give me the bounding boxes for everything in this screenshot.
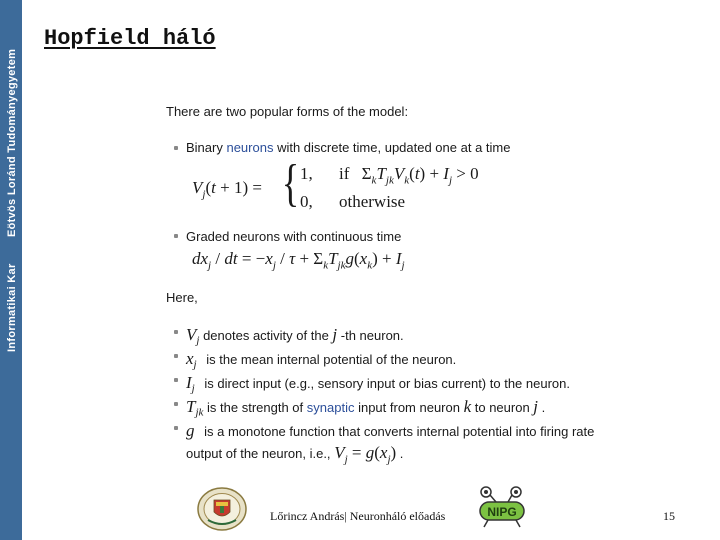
- bullet: [174, 402, 178, 406]
- def-symbol: T: [186, 397, 196, 416]
- def-continuation: output of the neuron, i.e., $V_j = g(x_j)$ .: [186, 443, 404, 466]
- def-symbol: V: [186, 325, 197, 344]
- bullet: [174, 146, 178, 150]
- def-text: to neuron: [471, 400, 534, 415]
- def-text: is the mean internal potential of the neuron.: [202, 352, 457, 367]
- def-text: input from neuron: [354, 400, 464, 415]
- def-text: is direct input (e.g., sensory input or bias current) to the neuron.: [200, 376, 570, 391]
- nipg-logo: [468, 480, 528, 535]
- case-brace: {: [281, 155, 300, 212]
- def-symbol: g: [186, 421, 195, 440]
- form1-lhs-symbol: V: [192, 178, 203, 197]
- svg-text:NIPG: NIPG: [487, 505, 517, 519]
- def-item: [186, 421, 594, 441]
- form1-lhs: $V_j(t + 1)$ =: [192, 178, 262, 201]
- bullet: [174, 234, 178, 238]
- def-text: denotes activity of the: [199, 328, 333, 343]
- case2-value: 0,: [300, 192, 313, 211]
- def-end: j: [533, 397, 539, 416]
- here-label: Here,: [166, 290, 198, 305]
- form1-highlight: neurons: [226, 140, 274, 155]
- form2-description: Graded neurons with continuous time: [186, 229, 402, 244]
- def-text: is the strength of: [203, 400, 307, 415]
- bullet: [174, 354, 178, 358]
- def-item: [186, 397, 545, 419]
- case1-value: 1,: [300, 164, 313, 183]
- def-tail: -th neuron.: [337, 328, 404, 343]
- side-band-text: [0, 0, 22, 540]
- def-symbol: x: [186, 349, 194, 368]
- def-sub: j: [196, 334, 200, 347]
- def-dot: .: [538, 400, 546, 415]
- case1-if: if: [339, 164, 350, 183]
- university-seal: [196, 486, 248, 537]
- footer-author: Lőrincz András| Neuronháló előadás: [270, 509, 446, 523]
- form1-suffix: with discrete time, updated one at a time: [273, 140, 511, 155]
- def-mid: k: [463, 397, 472, 416]
- university-name: Eötvös Loránd Tudományegyetem: [6, 48, 18, 237]
- slide-title: Hopfield háló: [44, 26, 216, 51]
- bullet: [174, 330, 178, 334]
- def-sub: jk: [195, 406, 204, 419]
- bullet: [174, 426, 178, 430]
- def-sub: j: [193, 358, 197, 371]
- def-symbol: I: [186, 373, 192, 392]
- def-item: [186, 325, 404, 347]
- def-item: [186, 373, 570, 395]
- def-item: [186, 349, 456, 371]
- def-sub: j: [191, 382, 195, 395]
- case2-otherwise: otherwise: [339, 192, 406, 211]
- def-highlight: synaptic: [306, 400, 355, 415]
- case1: 1, if $\Sigma_kT_{jk}V_k(t) + I_j > 0$: [300, 164, 479, 187]
- def-text: is a monotone function that converts internal potential into firing rate: [200, 424, 595, 439]
- faculty-name: Informatikai Kar: [6, 263, 18, 352]
- bullet: [174, 378, 178, 382]
- form1-description: [186, 140, 510, 155]
- case1-sum: Σ: [361, 164, 372, 183]
- def-cont-text: output of the neuron, i.e.,: [186, 446, 331, 461]
- page-number: 15: [663, 509, 675, 523]
- def-cont-equation: $V_j = g(x_j)$: [334, 443, 397, 466]
- case2: [300, 192, 405, 212]
- intro-text: There are two popular forms of the model:: [166, 104, 409, 119]
- def-mid: j: [332, 325, 338, 344]
- form2-equation: $dx_j$ / dt = $-x_j / \tau + \Sigma_kT_{jk}g(x_k) + I_j$: [192, 249, 405, 272]
- form1-prefix: Binary: [186, 140, 227, 155]
